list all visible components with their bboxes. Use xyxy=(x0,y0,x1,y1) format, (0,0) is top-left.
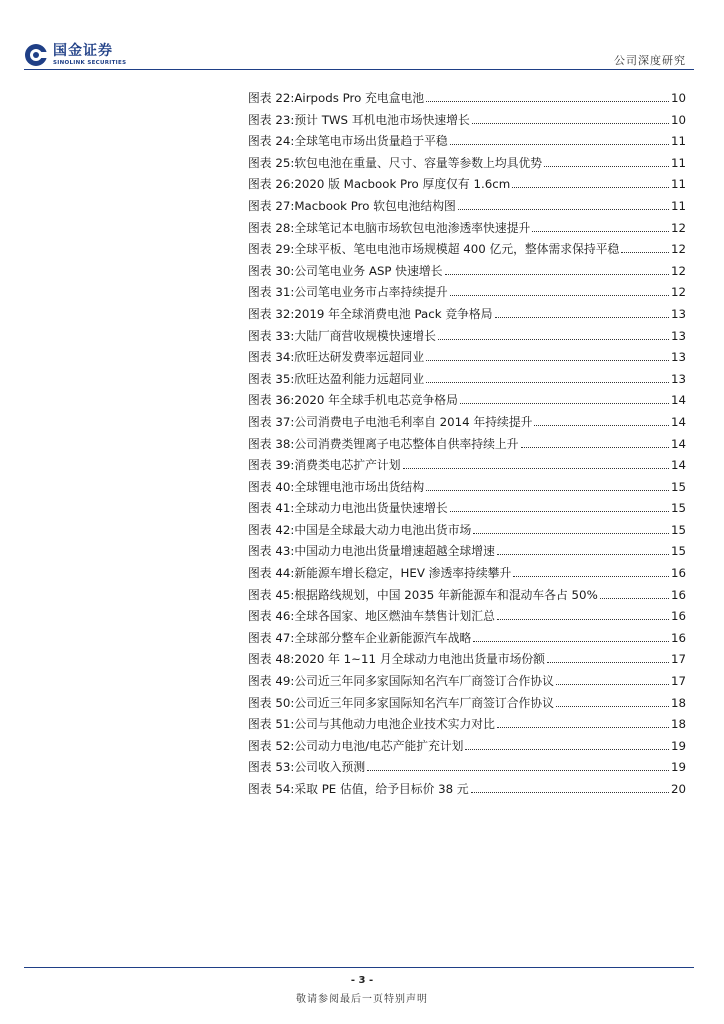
toc-entry[interactable] xyxy=(248,196,686,218)
toc-entry[interactable] xyxy=(248,649,686,671)
toc-entry[interactable] xyxy=(248,498,686,520)
company-logo xyxy=(24,38,126,72)
toc-dot-leader xyxy=(426,490,669,491)
toc-entry-title: 采取 PE 估值，给予目标价 38 元 xyxy=(294,782,469,796)
toc-entry-title: 公司收入预测 xyxy=(294,760,366,775)
toc-entry-title: 大陆厂商营收规模快速增长 xyxy=(294,328,436,343)
toc-dot-leader xyxy=(600,598,669,599)
toc-entry-label: 图表 51: xyxy=(248,717,295,732)
toc-entry[interactable] xyxy=(248,304,686,326)
toc-dot-leader xyxy=(450,144,669,145)
toc-entry-title: 公司与其他动力电池企业技术实力对比 xyxy=(294,717,495,732)
toc-entry-title: 欣旺达盈利能力远超同业 xyxy=(294,371,425,386)
toc-entry-label: 图表 29: xyxy=(248,242,295,257)
toc-dot-leader xyxy=(450,295,669,296)
toc-entry-page: 13 xyxy=(670,328,686,343)
toc-entry[interactable] xyxy=(248,628,686,650)
toc-entry[interactable] xyxy=(248,585,686,607)
toc-entry-page: 11 xyxy=(670,134,686,149)
toc-entry-page: 11 xyxy=(670,198,686,213)
toc-entry[interactable] xyxy=(248,757,686,779)
toc-entry-label: 图表 32: xyxy=(248,306,295,321)
toc-entry-page: 14 xyxy=(670,393,686,408)
toc-dot-leader xyxy=(472,123,669,124)
toc-entry[interactable] xyxy=(248,434,686,456)
toc-entry-title: 中国是全球最大动力电池出货市场 xyxy=(294,522,472,537)
toc-entry-title: Airpods Pro 充电盒电池 xyxy=(294,91,425,105)
toc-entry[interactable] xyxy=(248,239,686,261)
toc-dot-leader xyxy=(512,187,669,188)
toc-entry-label: 图表 31: xyxy=(248,285,295,300)
toc-entry-label: 图表 45: xyxy=(248,587,295,602)
toc-dot-leader xyxy=(497,554,669,555)
toc-dot-leader xyxy=(445,274,669,275)
page-header xyxy=(0,0,724,80)
toc-entry-page: 19 xyxy=(670,760,686,775)
toc-entry-label: 图表 49: xyxy=(248,674,295,689)
document-type: 公司深度研究 xyxy=(614,54,686,67)
toc-dot-leader xyxy=(426,101,669,102)
toc-entry[interactable] xyxy=(248,563,686,585)
toc-entry[interactable] xyxy=(248,671,686,693)
toc-entry-title: 根据路线规划，中国 2035 年新能源车和混动车各占 50% xyxy=(294,587,598,602)
toc-entry-page: 15 xyxy=(670,501,686,516)
toc-entry-title: 新能源车增长稳定，HEV 渗透率持续攀升 xyxy=(294,566,512,581)
toc-entry[interactable] xyxy=(248,131,686,153)
toc-entry-page: 13 xyxy=(670,371,686,386)
toc-entry[interactable] xyxy=(248,520,686,542)
toc-entry-title: 欣旺达研发费率远超同业 xyxy=(294,350,425,365)
toc-entry[interactable] xyxy=(248,736,686,758)
toc-entry-page: 12 xyxy=(670,242,686,257)
toc-entry-label: 图表 54: xyxy=(248,782,295,796)
toc-entry-label: 图表 42: xyxy=(248,522,295,537)
toc-entry-page: 17 xyxy=(670,652,686,667)
toc-entry-title: 全球动力电池出货量快速增长 xyxy=(294,501,448,516)
toc-dot-leader xyxy=(556,684,669,685)
toc-entry-title: 公司消费类锂离子电芯整体自供率持续上升 xyxy=(294,436,519,451)
toc-dot-leader xyxy=(513,576,669,577)
toc-entry[interactable] xyxy=(248,347,686,369)
toc-dot-leader xyxy=(473,641,669,642)
toc-entry-page: 11 xyxy=(670,155,686,170)
toc-entry-label: 图表 41: xyxy=(248,501,295,516)
logo-chinese-name: 国金证券 xyxy=(53,43,113,59)
toc-entry-page: 20 xyxy=(670,782,686,796)
header-divider xyxy=(24,69,694,70)
toc-dot-leader xyxy=(544,166,669,167)
toc-dot-leader xyxy=(532,231,669,232)
toc-entry-title: 公司笔电业务 ASP 快速增长 xyxy=(294,263,443,278)
toc-entry-title: 全球笔记本电脑市场软包电池渗透率快速提升 xyxy=(294,220,531,235)
toc-entry[interactable] xyxy=(248,153,686,175)
toc-entry[interactable] xyxy=(248,218,686,240)
toc-entry[interactable] xyxy=(248,282,686,304)
toc-entry[interactable] xyxy=(248,326,686,348)
toc-entry-label: 图表 33: xyxy=(248,328,295,343)
toc-entry[interactable] xyxy=(248,369,686,391)
toc-entry-page: 14 xyxy=(670,436,686,451)
toc-entry-label: 图表 46: xyxy=(248,609,295,624)
footer-divider xyxy=(24,967,694,968)
toc-entry-title: 软包电池在重量、尺寸、容量等参数上均具优势 xyxy=(294,155,543,170)
toc-entry-label: 图表 48: xyxy=(248,652,295,667)
toc-dot-leader xyxy=(460,403,669,404)
toc-dot-leader xyxy=(521,447,669,448)
toc-entry-title: 公司消费电子电池毛利率自 2014 年持续提升 xyxy=(294,414,533,429)
toc-entry-page: 12 xyxy=(670,263,686,278)
toc-entry-label: 图表 50: xyxy=(248,695,295,710)
toc-entry[interactable] xyxy=(248,455,686,477)
toc-entry[interactable] xyxy=(248,606,686,628)
logo-english-name: SINOLINK SECURITIES xyxy=(53,60,127,66)
toc-entry-page: 14 xyxy=(670,458,686,473)
toc-entry-title: 2020 年全球手机电芯竞争格局 xyxy=(294,393,458,408)
toc-entry-title: 全球笔电市场出货量趋于平稳 xyxy=(294,134,448,149)
toc-entry[interactable] xyxy=(248,390,686,412)
toc-entry-label: 图表 34: xyxy=(248,350,295,365)
toc-entry[interactable] xyxy=(248,261,686,283)
toc-entry-page: 16 xyxy=(670,630,686,645)
toc-entry-title: 公司动力电池/电芯产能扩充计划 xyxy=(294,738,464,753)
toc-entry-page: 16 xyxy=(670,587,686,602)
toc-dot-leader xyxy=(426,360,669,361)
toc-dot-leader xyxy=(497,727,669,728)
toc-entry-title: 2020 年 1~11 月全球动力电池出货量市场份额 xyxy=(294,652,545,667)
toc-dot-leader xyxy=(438,339,669,340)
toc-entry-label: 图表 27: xyxy=(248,198,295,213)
footer-disclaimer: 敬请参阅最后一页特别声明 xyxy=(296,994,428,1005)
toc-entry-label: 图表 47: xyxy=(248,630,295,645)
toc-entry-title: 公司近三年同多家国际知名汽车厂商签订合作协议 xyxy=(294,695,554,710)
toc-entry-title: 中国动力电池出货量增速超越全球增速 xyxy=(294,544,495,559)
toc-entry-title: 全球各国家、地区燃油车禁售计划汇总 xyxy=(294,609,495,624)
toc-entry-page: 11 xyxy=(670,177,686,192)
toc-entry-page: 10 xyxy=(670,112,686,127)
toc-dot-leader xyxy=(465,749,669,750)
toc-entry-page: 19 xyxy=(670,738,686,753)
toc-dot-leader xyxy=(426,382,669,383)
page-number: - 3 - xyxy=(350,975,374,986)
toc-entry-label: 图表 44: xyxy=(248,566,295,581)
toc-dot-leader xyxy=(473,533,669,534)
toc-entry-page: 14 xyxy=(670,414,686,429)
toc-entry-label: 图表 26: xyxy=(248,177,295,192)
toc-entry-page: 15 xyxy=(670,544,686,559)
toc-dot-leader xyxy=(495,317,669,318)
toc-entry-label: 图表 36: xyxy=(248,393,295,408)
toc-entry-title: Macbook Pro 软包电池结构图 xyxy=(294,198,456,213)
toc-dot-leader xyxy=(471,792,669,793)
toc-dot-leader xyxy=(403,468,669,469)
toc-entry-label: 图表 25: xyxy=(248,155,295,170)
toc-entry-page: 12 xyxy=(670,220,686,235)
toc-entry-label: 图表 53: xyxy=(248,760,295,775)
toc-entry-page: 12 xyxy=(670,285,686,300)
toc-entry-title: 2020 版 Macbook Pro 厚度仅有 1.6cm xyxy=(294,177,511,192)
toc-dot-leader xyxy=(547,662,669,663)
toc-dot-leader xyxy=(556,706,669,707)
toc-entry-page: 15 xyxy=(670,479,686,494)
toc-entry-page: 10 xyxy=(670,91,686,105)
toc-entry-label: 图表 37: xyxy=(248,414,295,429)
toc-dot-leader xyxy=(497,619,669,620)
toc-entry-label: 图表 24: xyxy=(248,134,295,149)
toc-entry-title: 预计 TWS 耳机电池市场快速增长 xyxy=(294,112,470,127)
toc-entry-label: 图表 23: xyxy=(248,112,295,127)
toc-entry-page: 16 xyxy=(670,566,686,581)
toc-entry-label: 图表 40: xyxy=(248,479,295,494)
toc-entry[interactable] xyxy=(248,714,686,736)
toc-entry-title: 全球平板、笔电电池市场规模超 400 亿元，整体需求保持平稳 xyxy=(294,242,620,257)
table-of-figures xyxy=(248,88,686,801)
toc-entry-label: 图表 39: xyxy=(248,458,295,473)
toc-entry-label: 图表 22: xyxy=(248,91,295,105)
toc-entry[interactable] xyxy=(248,693,686,715)
toc-entry[interactable] xyxy=(248,88,686,110)
toc-entry[interactable] xyxy=(248,110,686,132)
toc-entry[interactable] xyxy=(248,779,686,801)
toc-entry-label: 图表 38: xyxy=(248,436,295,451)
toc-entry-page: 17 xyxy=(670,674,686,689)
toc-entry-title: 2019 年全球消费电池 Pack 竞争格局 xyxy=(294,306,493,321)
toc-entry[interactable] xyxy=(248,412,686,434)
toc-dot-leader xyxy=(450,511,669,512)
toc-entry-title: 全球部分整车企业新能源汽车战略 xyxy=(294,630,472,645)
toc-entry-page: 18 xyxy=(670,695,686,710)
toc-entry-title: 消费类电芯扩产计划 xyxy=(294,458,401,473)
toc-entry-page: 13 xyxy=(670,306,686,321)
toc-dot-leader xyxy=(458,209,669,210)
toc-entry-title: 公司近三年同多家国际知名汽车厂商签订合作协议 xyxy=(294,674,554,689)
toc-entry-page: 13 xyxy=(670,350,686,365)
toc-entry-label: 图表 30: xyxy=(248,263,295,278)
toc-entry-title: 全球锂电池市场出货结构 xyxy=(294,479,425,494)
toc-dot-leader xyxy=(367,770,669,771)
toc-entry-label: 图表 35: xyxy=(248,371,295,386)
toc-entry[interactable] xyxy=(248,541,686,563)
toc-entry-label: 图表 28: xyxy=(248,220,295,235)
toc-entry-page: 18 xyxy=(670,717,686,732)
toc-dot-leader xyxy=(534,425,669,426)
toc-entry-page: 16 xyxy=(670,609,686,624)
toc-entry[interactable] xyxy=(248,174,686,196)
sinolink-logo-icon xyxy=(24,43,48,67)
toc-entry[interactable] xyxy=(248,477,686,499)
toc-entry-label: 图表 52: xyxy=(248,738,295,753)
toc-entry-page: 15 xyxy=(670,522,686,537)
toc-entry-label: 图表 43: xyxy=(248,544,295,559)
toc-dot-leader xyxy=(621,252,669,253)
toc-entry-title: 公司笔电业务市占率持续提升 xyxy=(294,285,448,300)
